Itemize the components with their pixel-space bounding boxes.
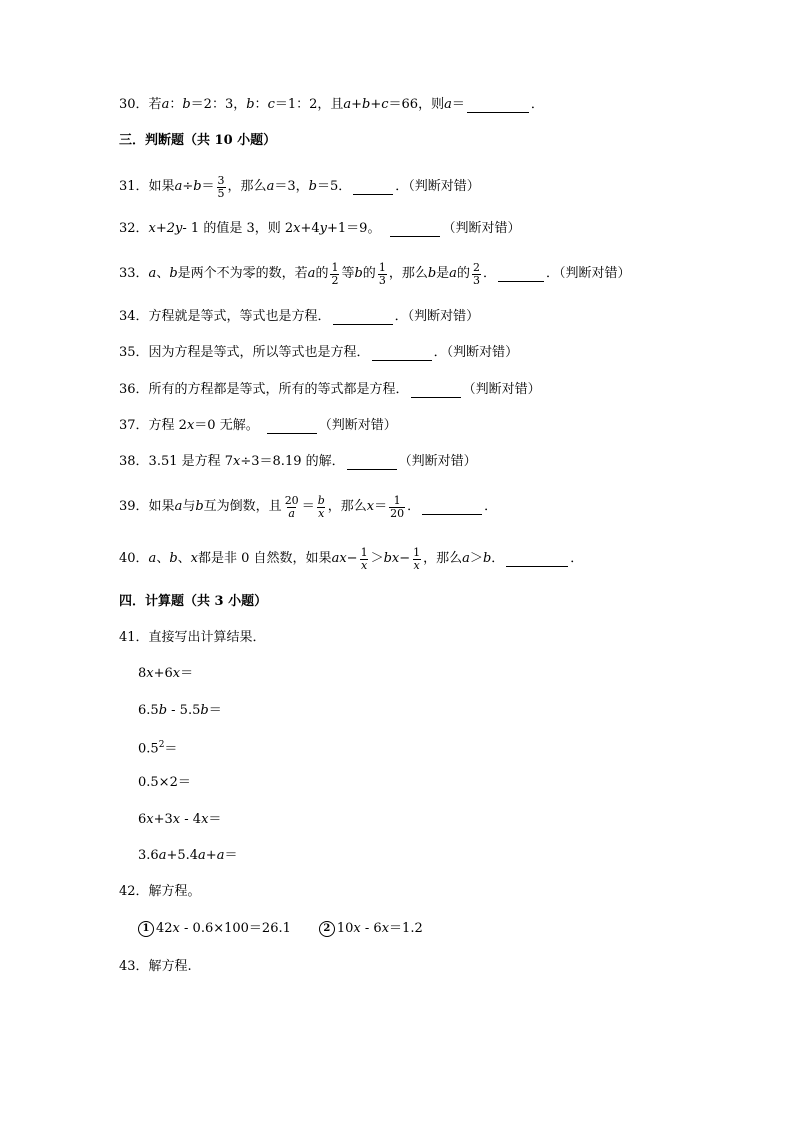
answer-blank[interactable] (390, 222, 440, 237)
question-33: 33． a 、 b 是两个不为零的数，若 a 的 $\frac{1}{2}$ 等 b 的 $\frac{1}{3}$ ，那么 b 是 a 的 $\frac{2}{3}$ ． ．（判断对错） (119, 260, 631, 287)
answer-blank[interactable] (506, 552, 568, 567)
calc-item: 0.5×2＝ (138, 775, 191, 790)
calc-item: 6.5b - 5.5b＝ (138, 703, 222, 718)
section-heading-judgement: 三．判断题（共 10 小题） (119, 133, 277, 148)
question-37: 37． 方程 2 x ＝0 无解。 （判断对错） (119, 418, 397, 433)
answer-blank[interactable] (353, 180, 393, 195)
answer-blank[interactable] (467, 98, 529, 113)
fraction: $\frac{1}{20}$ (390, 493, 405, 520)
fraction: $\frac{20}{a}$ (284, 493, 299, 520)
question-39: 39． 如果 a 与 b 互为倒数，且 $\frac{20}{a}$ ＝ $\frac{b}{x}$ ，那么 x ＝ $\frac{1}{20}$ ． ． (119, 493, 498, 520)
answer-blank[interactable] (347, 455, 397, 470)
fraction: $\frac{1}{x}$ (413, 545, 421, 572)
fraction: $\frac{2}{3}$ (472, 260, 480, 287)
question-34: 34． 方程就是等式，等式也是方程． ．（判断对错） (119, 309, 480, 324)
question-41: 41． 直接写出计算结果． (119, 630, 266, 645)
answer-blank[interactable] (267, 419, 317, 434)
equation-parts: 1 42x - 0.6×100＝26.1 2 10x - 6x＝1.2 (138, 917, 423, 941)
question-30: 30． 若 a ： b ＝2：3， b ： c ＝1：2，且 a+b+c ＝66，则 a ＝ ． (119, 97, 544, 112)
question-35: 35． 因为方程是等式，所以等式也是方程． ．（判断对错） (119, 345, 519, 360)
circled-number-2: 2 (319, 921, 335, 937)
fraction: $\frac{b}{x}$ (317, 493, 325, 520)
fraction: $\frac{1}{x}$ (360, 545, 368, 572)
answer-blank[interactable] (422, 500, 482, 515)
question-40: 40． a 、 b 、 x 都是非 0 自然数，如果 ax − $\frac{1}{x}$ ＞ bx − $\frac{1}{x}$ ，那么 a ＞ b ． ． (119, 545, 584, 572)
section-heading-calculation: 四．计算题（共 3 小题） (119, 594, 268, 609)
answer-blank[interactable] (372, 346, 432, 361)
question-32: 32． x+2y - 1 的值是 3，则 2 x +4 y +1＝9。 （判断对错） (119, 221, 521, 236)
calc-item: 8x+6x＝ (138, 666, 194, 681)
fraction: $\frac{3}{5}$ (217, 173, 225, 200)
fraction: $\frac{1}{3}$ (378, 260, 386, 287)
question-31: 31． 如果 a÷b ＝ $\frac{3}{5}$ ，那么 a ＝3， b ＝5． ．（判断对错） (119, 173, 480, 200)
answer-blank[interactable] (498, 267, 544, 282)
calc-item: $0.5^2=$ (138, 739, 178, 757)
question-38: 38． 3.51 是方程 7 x ÷3＝8.19 的解． （判断对错） (119, 454, 477, 469)
answer-blank[interactable] (333, 310, 393, 325)
answer-blank[interactable] (411, 383, 461, 398)
fraction: $\frac{1}{2}$ (331, 260, 339, 287)
calc-item: 6x+3x - 4x＝ (138, 812, 222, 827)
question-36: 36． 所有的方程都是等式，所有的等式都是方程． （判断对错） (119, 382, 541, 397)
calc-item: 3.6a+5.4a+a＝ (138, 848, 238, 863)
circled-number-1: 1 (138, 921, 154, 937)
question-42: 42． 解方程。 (119, 884, 201, 899)
question-43: 43． 解方程. (119, 959, 192, 974)
